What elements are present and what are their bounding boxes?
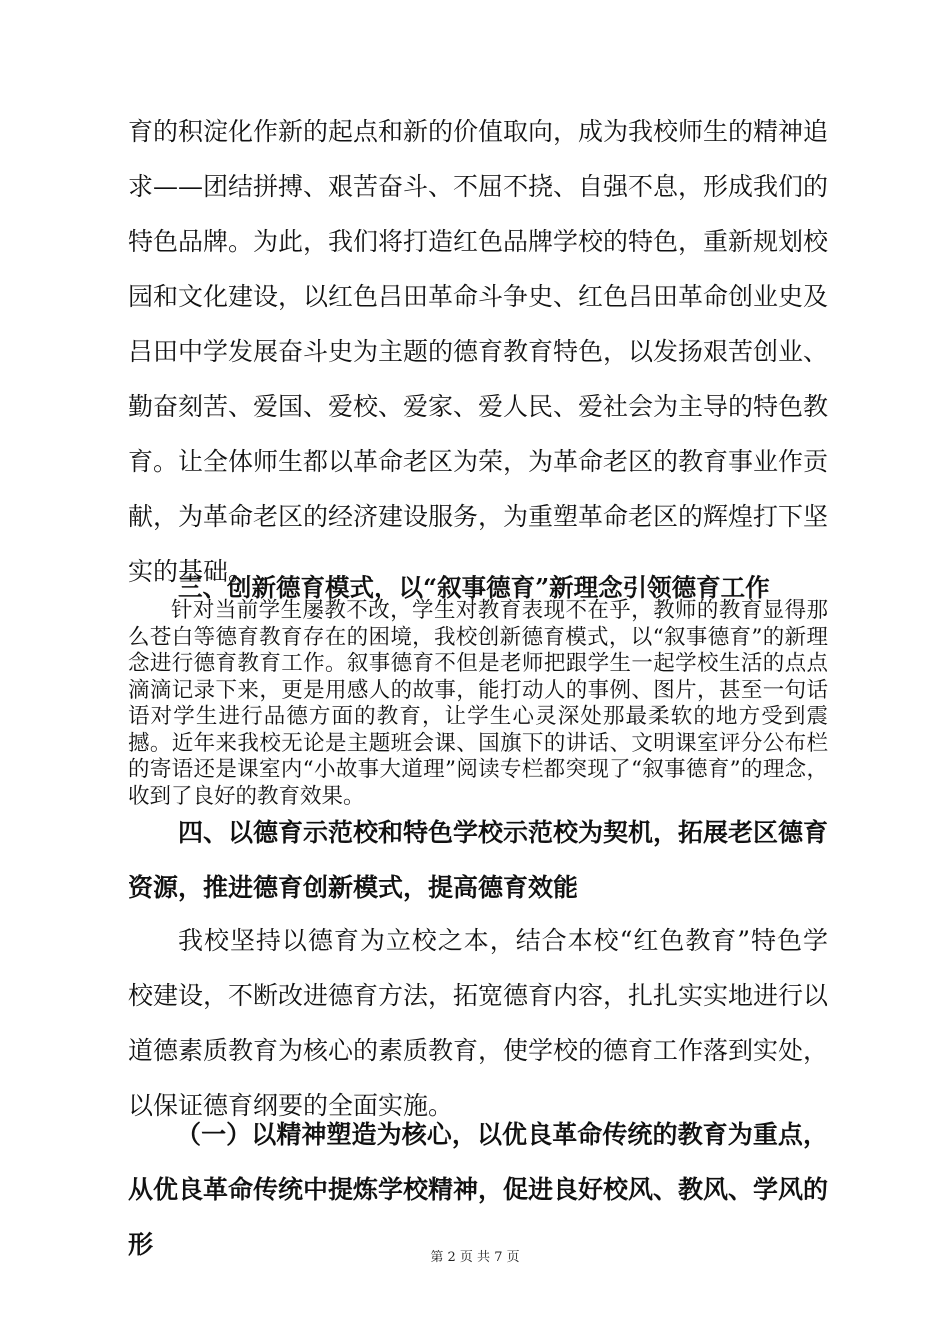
page-number-footer: 第 2 页 共 7 页 bbox=[430, 1250, 520, 1265]
section-three-heading: 三、创新德育模式，以“叙事德育”新理念引领德育工作 bbox=[178, 573, 770, 602]
intro-paragraph: 育的积淀化作新的起点和新的价值取向，成为我校师生的精神追求——团结拼搏、艰苦奋斗、不屈不挠、自强不息，形成我们的特色品牌。为此，我们将打造红色品牌学校的特色，重新规划校园和文化建设，以红色吕田革命斗争史、红色吕田革命创业史及吕田中学发展奋斗史为主题的德育教育特色，以发扬艰苦创业、勤奋刻苦、爱国、爱校、爱家、爱人民、爱社会为主导的特色教育。让全体师生都以革命老区为荣，为革命老区的教育事业作贡献，为革命老区的经济建设服务，为重塑革命老区的辉煌打下坚实的基础。 bbox=[128, 117, 829, 586]
section-four-paragraph: 我校坚持以德育为立校之本，结合本校“红色教育”特色学校建设，不断改进德育方法，拓宽德育内容，扎扎实实地进行以道德素质教育为核心的素质教育，使学校的德育工作落到实处，以保证德育纲要的全面实施。 bbox=[128, 926, 829, 1120]
section-three-paragraph: 针对当前学生屡教不改，学生对教育表现不在乎，教师的教育显得那么苍白等德育教育存在的困境，我校创新德育模式，以“叙事德育”的新理念进行德育教育工作。叙事德育不但是老师把跟学生一起学校生活的点点滴滴记录下来，更是用感人的故事，能打动人的事例、图片，甚至一句话语对学生进行品德方面的教育，让学生心灵深处那最柔软的地方受到震撼。近年来我校无论是主题班会课、国旗下的讲话、文明课室评分公布栏的寄语还是课室内“小故事大道理”阅读专栏都突现了“叙事德育”的理念，收到了良好的教育效果。 bbox=[128, 598, 828, 809]
section-four-heading: 四、以德育示范校和特色学校示范校为契机，拓展老区德育资源，推进德育创新模式，提高德育效能 bbox=[128, 818, 829, 902]
subsection-one-heading: （一）以精神塑造为核心，以优良革命传统的教育为重点，从优良革命传统中提炼学校精神，促进良好校风、教风、学风的形 bbox=[128, 1120, 829, 1259]
